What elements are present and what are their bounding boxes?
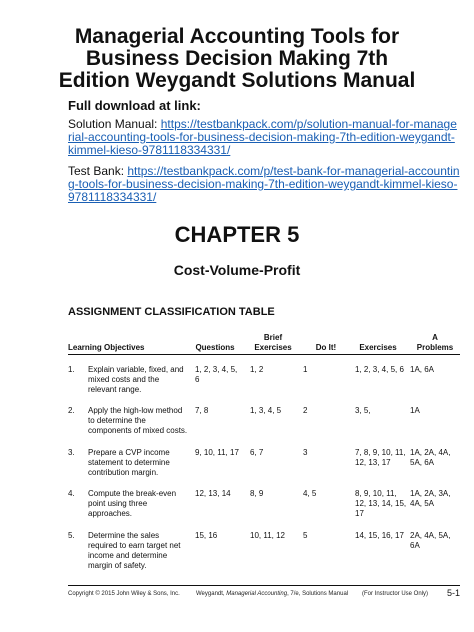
title-line-1: Managerial Accounting Tools for [74,25,400,48]
header-a-problems [410,333,460,353]
page-number: 5-1 [447,588,461,598]
title-line-2: Business Decision Making 7th [85,47,389,70]
chapter-heading: CHAPTER 5 [174,222,300,247]
header-rule [68,354,460,355]
row-problems: 1A [410,406,420,415]
row-brief-exercises: 1, 2 [250,365,264,374]
row-number: 2. [68,406,75,415]
row-exercises: 1, 2, 3, 4, 5, 6 [355,365,404,374]
header-do-it: Do It! [315,343,337,352]
footer-copyright: Copyright © 2015 John Wiley & Sons, Inc. [68,591,180,597]
row-brief-exercises: 6, 7 [250,448,264,457]
solution-manual-paragraph [68,118,460,157]
row-exercises: 14, 15, 16, 17 [355,531,404,540]
row-brief-exercises: 10, 11, 12 [250,531,285,540]
document-title [20,26,454,92]
header-learning-objectives: Learning Objectives [68,343,145,352]
row-number: 4. [68,489,75,498]
footer-instructor-note: (For Instructor Use Only) [362,591,429,597]
footer-book [196,591,348,597]
solution-manual-link[interactable]: https://testbankpack.com/p/solution-manual-for-managerial-accounting-tools-for-business-decision-making-7th-edition-weygandt-kimmel-kieso-9781118334331/ [68,117,457,157]
row-objective: Determine the sales required to earn target net income and determine margin of safety. [88,531,181,570]
footer-book-title: Managerial Accounting [226,591,288,597]
row-number: 3. [68,448,75,457]
row-exercises: 7, 8, 9, 10, 11, 12, 13, 17 [355,448,406,467]
row-do-it: 5 [303,531,308,540]
header-problems-line2: Problems [416,343,454,352]
row-questions: 15, 16 [195,531,218,540]
row-do-it: 3 [303,448,308,457]
row-objective: Prepare a CVP income statement to determine contribution margin. [88,448,170,477]
row-objective: Compute the break-even point using three approaches. [88,489,177,518]
header-brief-exercises [248,333,298,353]
header-questions: Questions [195,343,235,352]
row-questions: 1, 2, 3, 4, 5, 6 [195,365,238,384]
solution-manual-label: Solution Manual: [68,117,161,131]
footer-book-suffix: , 7/e, Solutions Manual [287,591,349,597]
row-questions: 9, 10, 11, 17 [195,448,239,457]
row-exercises: 3, 5, [355,406,371,415]
title-line-3: Edition Weygandt Solutions Manual [58,69,416,92]
row-number: 1. [68,365,75,374]
row-problems: 1A, 2A, 4A, 5A, 6A [410,448,451,467]
row-brief-exercises: 8, 9 [250,489,264,498]
row-problems: 2A, 4A, 5A, 6A [410,531,451,550]
row-questions: 12, 13, 14 [195,489,231,498]
footer-book-prefix: Weygandt, [196,591,227,597]
download-heading: Full download at link: [68,98,201,113]
row-brief-exercises: 1, 3, 4, 5 [250,406,282,415]
test-bank-label: Test Bank: [68,164,128,178]
row-objective: Apply the high-low method to determine the components of mixed costs. [88,406,188,435]
header-problems-line1: A [432,333,438,342]
row-number: 5. [68,531,75,540]
row-do-it: 4, 5 [303,489,317,498]
header-brief-line1: Brief [263,333,283,342]
row-exercises: 8, 9, 10, 11, 12, 13, 14, 15, 17 [355,489,407,518]
test-bank-link[interactable]: https://testbankpack.com/p/test-bank-for-managerial-accounting-tools-for-business-decision-making-7th-edition-weygandt-kimmel-kieso-9781118334331/ [68,164,460,204]
row-do-it: 1 [303,365,308,374]
row-objective: Explain variable, fixed, and mixed costs and the relevant range. [88,365,184,394]
row-questions: 7, 8 [195,406,209,415]
test-bank-paragraph [68,165,460,204]
row-problems: 1A, 2A, 3A, 4A, 5A [410,489,451,508]
table-title: ASSIGNMENT CLASSIFICATION TABLE [68,306,275,318]
chapter-subtitle: Cost-Volume-Profit [173,262,301,278]
row-problems: 1A, 6A [410,365,435,374]
header-exercises: Exercises [359,343,397,352]
footer-rule [68,585,460,586]
row-do-it: 2 [303,406,308,415]
header-brief-line2: Exercises [254,343,292,352]
